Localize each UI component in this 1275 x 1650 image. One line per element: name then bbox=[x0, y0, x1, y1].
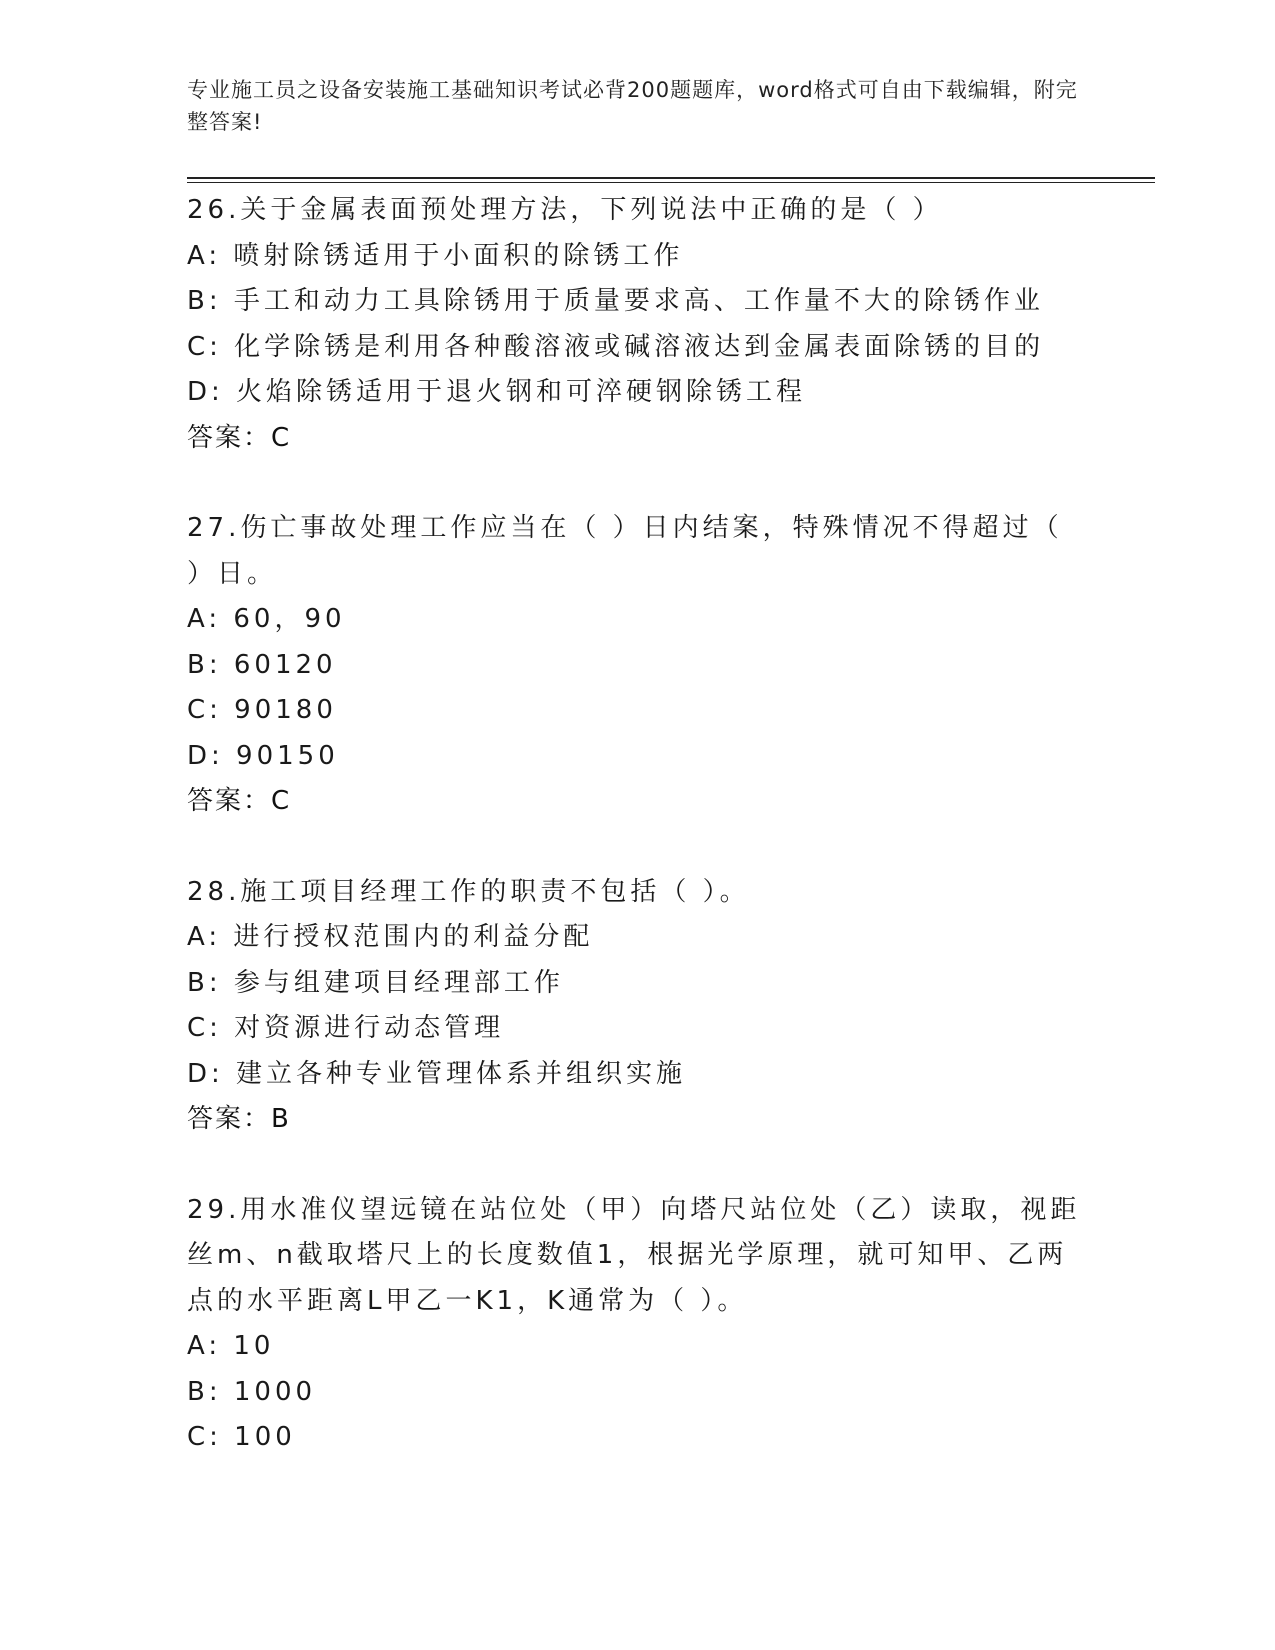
option-d: D: 建立各种专业管理体系并组织实施 bbox=[187, 1058, 687, 1089]
answer-label: 答案：C bbox=[187, 786, 292, 816]
question-stem: 28.施工项目经理工作的职责不包括（ ）。 bbox=[187, 876, 750, 907]
option-c: C: 100 bbox=[187, 1422, 296, 1452]
answer-label: 答案：B bbox=[187, 1104, 291, 1134]
question-list bbox=[187, 188, 1087, 1506]
question-stem: 27.伤亡事故处理工作应当在（ ）日内结案，特殊情况不得超过（ ）日。 bbox=[187, 513, 1075, 589]
option-a: A: 喷射除锈适用于小面积的除锈工作 bbox=[187, 240, 684, 271]
question-26 bbox=[187, 188, 1087, 461]
option-b: B: 手工和动力工具除锈用于质量要求高、工作量不大的除锈作业 bbox=[187, 286, 1044, 316]
header-divider-thin bbox=[187, 182, 1155, 183]
question-27 bbox=[187, 506, 1087, 825]
option-b: B: 60120 bbox=[187, 649, 337, 680]
option-d: D: 火焰除锈适用于退火钢和可淬硬钢除锈工程 bbox=[187, 377, 807, 407]
option-b: B: 参与组建项目经理部工作 bbox=[187, 967, 564, 998]
question-stem: 29.用水准仪望远镜在站位处（甲）向塔尺站位处（乙）读取，视距丝m、n截取塔尺上的长度数值1，根据光学原理，就可知甲、乙两点的水平距离L甲乙一K1，K通常为（ ）。 bbox=[187, 1194, 1081, 1316]
question-29 bbox=[187, 1188, 1087, 1461]
header-divider-thick bbox=[187, 177, 1155, 179]
answer-label: 答案：C bbox=[187, 422, 292, 453]
option-d: D: 90150 bbox=[187, 740, 339, 771]
option-c: C: 90180 bbox=[187, 695, 337, 725]
option-a: A: 60，90 bbox=[187, 604, 346, 634]
question-28 bbox=[187, 870, 1087, 1143]
option-b: B: 1000 bbox=[187, 1376, 317, 1407]
document-header: 专业施工员之设备安装施工基础知识考试必背200题题库，word格式可自由下载编辑，附完整答案! bbox=[187, 78, 1078, 134]
option-a: A: 进行授权范围内的利益分配 bbox=[187, 922, 594, 952]
question-stem: 26.关于金属表面预处理方法，下列说法中正确的是（ ） bbox=[187, 195, 943, 225]
option-c: C: 对资源进行动态管理 bbox=[187, 1013, 505, 1043]
option-a: A: 10 bbox=[187, 1331, 275, 1361]
option-c: C: 化学除锈是利用各种酸溶液或碱溶液达到金属表面除锈的目的 bbox=[187, 331, 1045, 362]
